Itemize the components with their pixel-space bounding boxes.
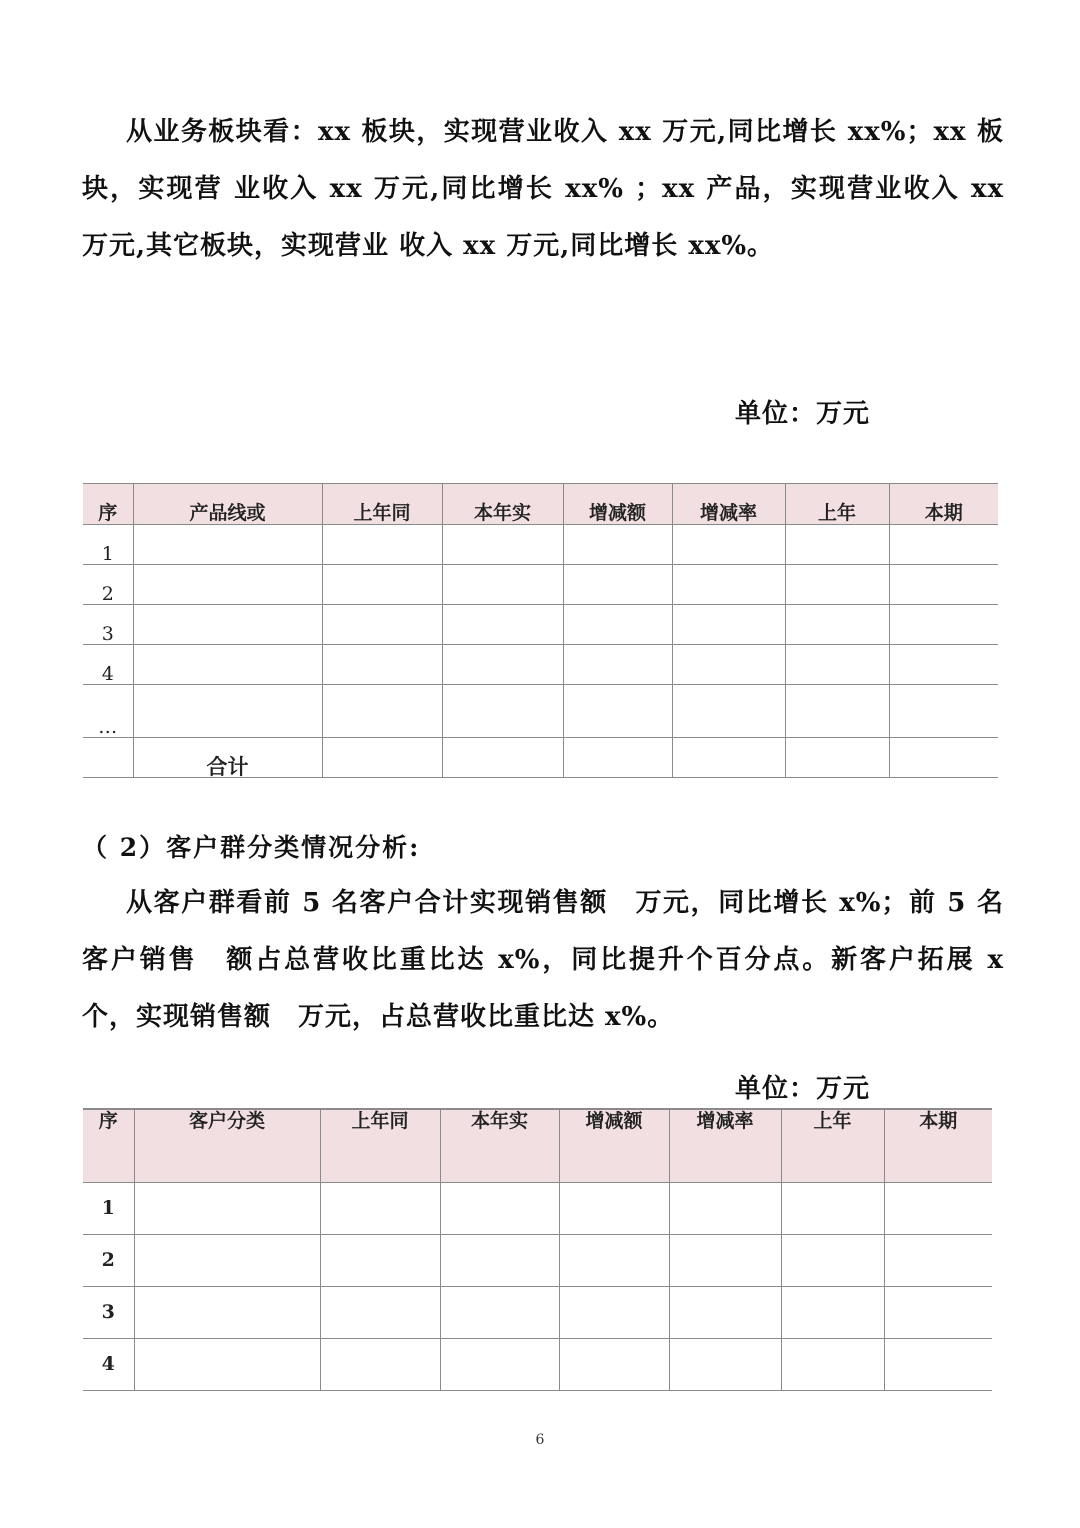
table-cell	[781, 1234, 884, 1286]
table-row	[83, 1182, 992, 1234]
row-index: 4	[83, 645, 133, 685]
table-cell	[440, 1182, 559, 1234]
table-cell	[889, 645, 998, 685]
table-cell	[785, 605, 889, 645]
header-cell: 本年实	[440, 1109, 559, 1182]
table-cell	[440, 1286, 559, 1338]
unit-label-1: 单位：万元	[735, 399, 871, 429]
table-cell	[889, 565, 998, 605]
table-cell	[785, 685, 889, 738]
table-cell	[563, 738, 672, 778]
table-cell	[672, 685, 785, 738]
row-index: 1	[83, 1182, 134, 1234]
table-cell	[669, 1182, 781, 1234]
row-index: 2	[83, 1234, 134, 1286]
customer-group-heading: （ 2）客户群分类情况分析:	[82, 833, 421, 862]
table-cell	[440, 1234, 559, 1286]
row-index: …	[83, 685, 133, 738]
table-cell	[884, 1338, 992, 1390]
table-cell	[781, 1182, 884, 1234]
table-cell	[559, 1338, 669, 1390]
table-cell	[559, 1182, 669, 1234]
table-cell	[563, 645, 672, 685]
business-segment-paragraph: 从业务板块看：xx 板块，实现营业收入 xx 万元,同比增长 xx%；xx 板块，实现营 业收入 xx 万元,同比增长 xx% ；xx 产品，实现营业收入 xx 万元,其它板块，实现营业 收入 xx 万元,同比增长 xx%。	[82, 117, 1004, 261]
row-index: 2	[83, 565, 133, 605]
table-row	[83, 645, 998, 685]
header-cell: 本年实	[442, 484, 563, 525]
table-row	[83, 685, 998, 738]
header-cell: 增减率	[669, 1109, 781, 1182]
header-cell: 增减额	[559, 1109, 669, 1182]
table-cell	[442, 685, 563, 738]
customer-category-table	[83, 1108, 992, 1391]
table-cell	[785, 738, 889, 778]
table-cell	[781, 1338, 884, 1390]
table-cell	[322, 645, 442, 685]
table-cell	[320, 1338, 440, 1390]
table-cell	[134, 1182, 320, 1234]
table-cell	[133, 565, 322, 605]
table-cell	[884, 1182, 992, 1234]
table-cell	[442, 565, 563, 605]
table-cell	[669, 1338, 781, 1390]
page-number: 6	[535, 1432, 545, 1448]
header-cell: 本期	[884, 1109, 992, 1182]
row-index: 1	[83, 525, 133, 565]
table-cell	[320, 1286, 440, 1338]
table-row	[83, 1286, 992, 1338]
table-cell	[322, 525, 442, 565]
table-cell	[322, 605, 442, 645]
table-cell	[442, 738, 563, 778]
table-cell	[672, 565, 785, 605]
table-cell	[442, 605, 563, 645]
table-cell	[669, 1234, 781, 1286]
table-row	[83, 565, 998, 605]
table-cell	[134, 1338, 320, 1390]
table-cell	[134, 1286, 320, 1338]
table-cell	[672, 605, 785, 645]
customer-group-paragraph: 从客户群看前 5 名客户合计实现销售额 万元，同比增长 x%；前 5 名客户销售 额占总营收比重比达 x%，同比提升个百分点。新客户拓展 x 个，实现销售额 万元，占总营收比重比达 x%。	[82, 888, 1004, 1032]
table-cell	[134, 1234, 320, 1286]
table-header-row	[83, 1109, 992, 1182]
table-cell	[442, 645, 563, 685]
table-row	[83, 1338, 992, 1390]
header-cell: 序	[83, 484, 133, 525]
table-cell	[320, 1234, 440, 1286]
table-cell	[563, 605, 672, 645]
header-cell: 增减率	[672, 484, 785, 525]
table-cell	[563, 565, 672, 605]
table-cell	[559, 1234, 669, 1286]
table-cell	[884, 1234, 992, 1286]
table-cell	[133, 525, 322, 565]
header-cell: 客户分类	[134, 1109, 320, 1182]
table-cell	[785, 525, 889, 565]
header-cell: 本期	[889, 484, 998, 525]
product-line-table	[83, 483, 998, 778]
header-cell: 序	[83, 1109, 134, 1182]
table-row	[83, 605, 998, 645]
table-cell	[889, 738, 998, 778]
row-index: 4	[83, 1338, 134, 1390]
header-cell: 增减额	[563, 484, 672, 525]
table-cell	[322, 685, 442, 738]
table-cell	[322, 565, 442, 605]
table-cell	[669, 1286, 781, 1338]
table-cell	[440, 1338, 559, 1390]
table-row	[83, 1234, 992, 1286]
table-cell	[133, 685, 322, 738]
row-index: 3	[83, 1286, 134, 1338]
table-cell	[563, 525, 672, 565]
header-cell: 上年	[781, 1109, 884, 1182]
table-cell	[322, 738, 442, 778]
row-index: 3	[83, 605, 133, 645]
table-cell	[320, 1182, 440, 1234]
header-cell: 上年	[785, 484, 889, 525]
table-cell	[672, 525, 785, 565]
table-cell	[889, 685, 998, 738]
table-cell	[889, 525, 998, 565]
header-cell: 产品线或	[133, 484, 322, 525]
table-cell	[133, 645, 322, 685]
table-cell	[133, 605, 322, 645]
table-cell	[672, 645, 785, 685]
table-cell	[672, 738, 785, 778]
table-cell	[785, 565, 889, 605]
unit-label-2: 单位：万元	[735, 1074, 871, 1104]
total-row	[83, 738, 998, 778]
table-cell	[83, 738, 133, 778]
table-row	[83, 525, 998, 565]
header-cell: 上年同	[320, 1109, 440, 1182]
table-cell	[781, 1286, 884, 1338]
table-cell	[442, 525, 563, 565]
table-cell	[785, 645, 889, 685]
table-cell	[889, 605, 998, 645]
header-cell: 上年同	[322, 484, 442, 525]
table-cell	[563, 685, 672, 738]
table-cell	[559, 1286, 669, 1338]
total-label: 合计	[133, 738, 322, 778]
table-cell	[884, 1286, 992, 1338]
table-header-row	[83, 484, 998, 525]
